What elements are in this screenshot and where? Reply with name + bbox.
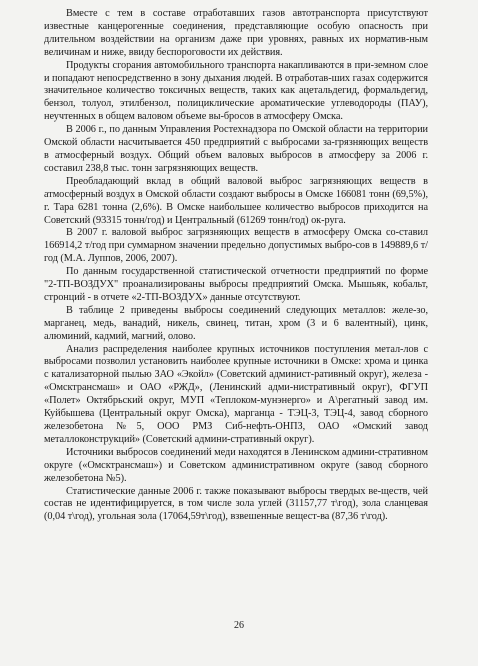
paragraph: В таблице 2 приведены выбросы соединений следующих металлов: желе-зо, марганец, медь, ванадий, никель, свинец, титан, хром (3 и 6 валентный), цинк, алюминий, кадмий, магний, олово. xyxy=(44,304,428,342)
paragraph: Вместе с тем в составе отработавших газов автотранспорта присутствуют известные канцерогенные соединения, представляющие особую опасность при длительном воздействии на организм даже при уровнях, равных их норматив-ным величинам и ниже, ввиду беспороговости их действия. xyxy=(44,8,428,58)
paragraph: Статистические данные 2006 г. также показывают выбросы твердых ве-ществ, чей состав не идентифицируется, в том числе зола углей (31157,77 т\год), зола сланцевая (0,04 т\год), угольная зола (17064,59т\год), взвешенные вещест-ва (87,36 т\год). xyxy=(44,485,428,523)
paragraph: Анализ распределения наиболее крупных источников поступления метал-лов с выбросами позволил установить наиболее крупные источники в Омске: хрома и цинка с катализаторной пылью ЗАО «Экойл» (Советский админист-ративный округ), железа - «Омсктрансмаш» и ОАО «РЖД», (Ленинский адми-нистративный округ), ФГУП «Полет» Октябрьский округ, МУП «Теплоком-мунэнерго» и А\регатный завод им. Куйбышева (Центральный округ Омска), марганца - ТЭЦ-3, ТЭЦ-4, завод сборного железобетона №5, ООО РМЗ Сиб-нефть-ОНПЗ, ОАО «Омский завод металлоконструкций» (Советский админи-стративный округ). xyxy=(44,343,428,445)
paragraph: В 2006 г., по данным Управления Ростехнадзора по Омской области на территории Омской области насчитывается 450 предприятий с выбросами за-грязняющих веществ в атмосферный воздух. Общий объем валовых выбросов в атмосферу за 2006 г. составил 238,8 тыс. тонн загрязняющих веществ. xyxy=(44,124,428,174)
paragraph: Преобладающий вклад в общий валовой выброс загрязняющих веществ в атмосферный воздух в Омской области создают выбросы в Омске 166081 тонн (69,5%), г. Тара 6281 тонна (2,6%). В Омске наибольшее количество выбросов приходится на Советский (93315 тонн/год) и Центральный (61269 тонн/год) ок-руга. xyxy=(44,175,428,226)
paragraph: По данным государственной статистической отчетности предприятий по форме "2-ТП-ВОЗДУХ" проанализированы выбросы предприятий Омска. Мышьяк, кобальт, стронций - в отчете «2-ТП-ВОЗДУХ» данные отсутствуют. xyxy=(44,266,428,303)
paragraph: В 2007 г. валовой выброс загрязняющих веществ в атмосферу Омска со-ставил 166914,2 т/год при суммарном значении предельно допустимых выбро-сов в 149889,6 т/год (М.А. Луппов, 2006, 2007). xyxy=(44,227,428,265)
paragraph: Продукты сгорания автомобильного транспорта накапливаются в при-земном слое и попадают непосредственно в зону дыхания людей. В отработав-ших газах содержится значительное количество токсичных веществ, таких как ацетальдегид, формальдегид, бензол, толуол, этилбензол, полициклические ароматические углеводороды (ПАУ), неучтенных в общем валовом объеме вы-бросов в атмосферу Омска. xyxy=(44,59,428,123)
page-number: 26 xyxy=(234,620,244,631)
paragraph: Источники выбросов соединений меди находятся в Ленинском админи-стративном округе («Омсктрансмаш») и Советском административном округе (завод сборного железобетона №5). xyxy=(44,446,428,484)
